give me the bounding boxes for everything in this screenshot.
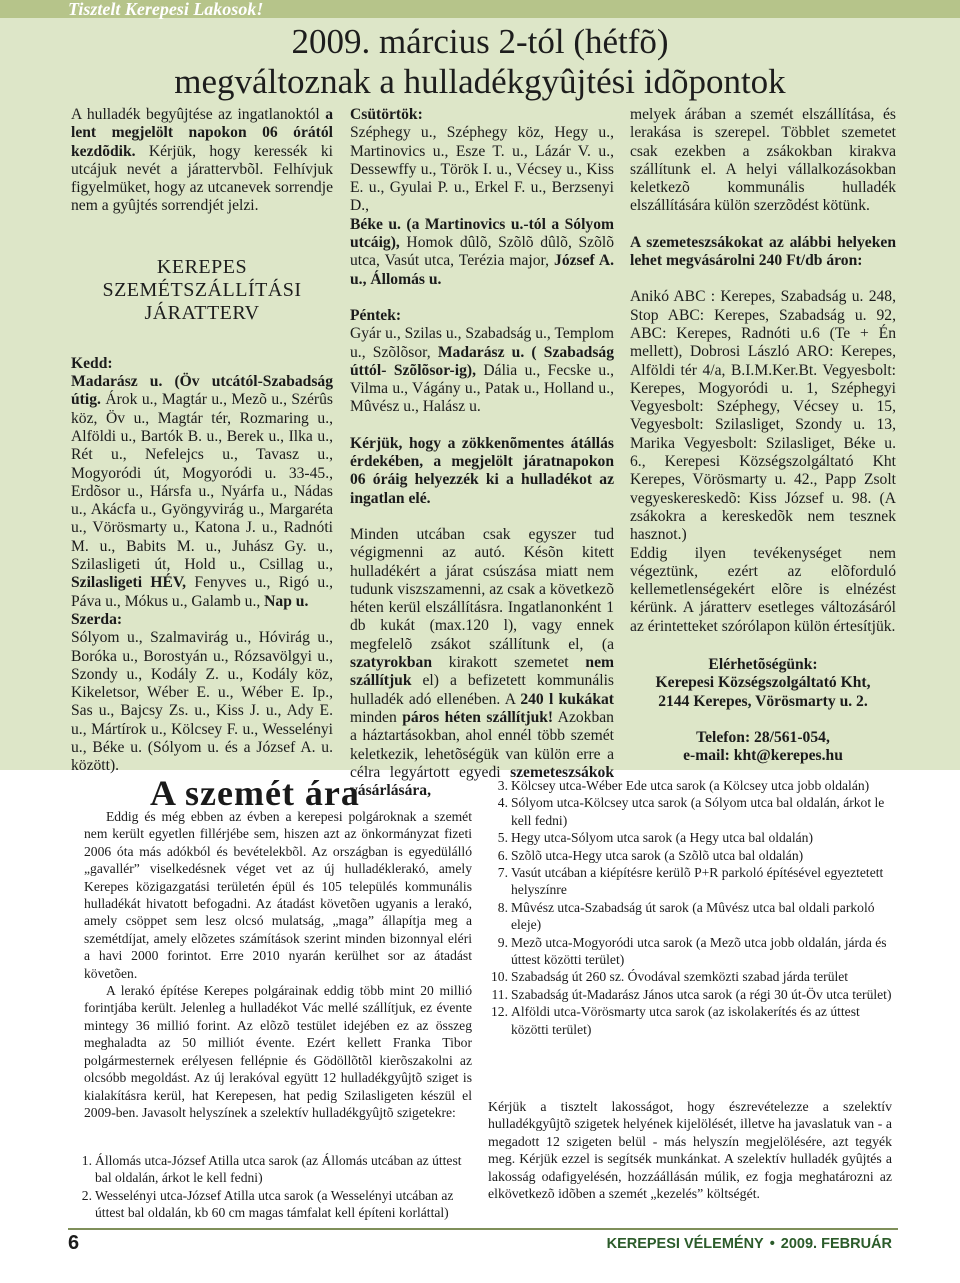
notice-paragraph: Kérjük, hogy a zökkenõmentes átállás érdekében, a megjelölt járatnapokon 06 óráig helyezzék ki a hulladékot az ingatlan elé.: [350, 434, 614, 507]
headline-line-1: 2009. március 2-tól (hétfõ): [291, 22, 669, 61]
article-paragraph-1: Eddig és még ebben az évben a kerepesi polgároknak a szemét nem került egyetlen fillérjébe sem, hiszen azt az önkormányzat fizeti 2006 óta más adókból és bevételekbõl. Az országban is egyedülálló „gavallér” viselkedésnek véget vet az új hulladéklerakó, amely Kerepes közigazgatási területén épül és 105 település kommunális hulladékát hivatott befogadni. Az átadást követõen ugyanis a lerakó, amely csöppet sem lesz olcsó mulatság, „maga” állapítja meg a szemétdíjat, amely elõzetes számítások szerint minden bizonnyal eléri a havi 2000 forintot. Erre 2010 nyarán kerülhet sor az átadást követõen.: [84, 809, 472, 981]
list-item: 9. Mezõ utca-Mogyoródi utca sarok (a Mezõ utca jobb oldalán, járda és úttest közötti terület): [497, 934, 887, 968]
list-item: 1. Állomás utca-József Atilla utca sarok (az Állomás utcában az úttest bal oldalán, árkot le kell fedni): [81, 1153, 462, 1186]
column-3: [630, 106, 896, 766]
greeting: Tisztelt Kerepesi Lakosok!: [68, 0, 264, 19]
list-item: 7. Vasút utcában a kiépítésre kerülõ P+R parkoló építésével egyeztetett helyszínre: [497, 865, 884, 898]
site-list-right: [484, 777, 892, 1038]
list-item: 5. Hegy utca-Sólyom utca sarok (a Hegy utca bal oldalán): [497, 830, 813, 846]
list-item: 11. Szabadság út-Madarász János utca sarok (a régi 30 út-Öv utca terület): [491, 986, 892, 1002]
contact-email: e-mail: kht@kerepes.hu: [683, 747, 843, 765]
headline-line-2: megváltoznak a hulladékgyûjtési idõpontok: [174, 62, 786, 101]
extra-bags-paragraph: melyek árában a szemét elszállítása, és lerakása is szerepel. Többlet szemetet csak ezekben a zsákokban kirakva szállítunk el. A helyi vállalkozásokban keletkezõ kommunális hulladék elszállítására külön szerzõdést kötünk.: [630, 106, 896, 215]
page-number: 6: [68, 1232, 80, 1254]
thursday-streets: Széphegy u., Széphegy köz, Hegy u., Martinovics u., Esze T. u., Lázár V. u., Dessewffy u., Török I. u., Vécsey u., Kiss E. u., Gyulai P. u., Erkel F. u., Berzsenyi D., Béke u. (a Martinovics u.-tól a Sólyom utcáig), Homok dûlõ, Szõlõ dûlõ, Szõlõ utca, Vasút utca, Terézia major, József A. u., Állomás u.: [350, 124, 614, 288]
contact-block: Elérhetõségünk: Kerepesi Községszolgáltató Kht, 2144 Kerepes, Vörösmarty u. 2. Telefon: 28/561-054, e-mail: kht@kerepes.hu: [630, 656, 896, 765]
list-item: 10. Szabadság út 260 sz. Óvodával szemközti szabad járda terület: [491, 969, 849, 985]
closing-paragraph: Kérjük a tisztelt lakosságot, hogy észrevételezze a szelektív hulladékgyûjtõ szigetek helyének kijelölését, illetve ha javaslatuk van - a megadott 12 szigeten belül - más helyszín megjelölésére, azt tegyék meg. Kérjük ezzel is segítsék munkánkat. A szelektív hulladék gyûjtés a lakosság odafigyelésén, hozzáállásán múlik, ez fogja meghatározni az elkövetkezõ idõben a szemét „kezelés” költségét.: [488, 1099, 892, 1202]
intro-paragraph: A hulladék begyûjtése az ingatlanoktól a lent megjelölt napokon 06 órától kezdõdik. Kérjük, hogy keressék ki utcájuk nevét a járattervbõl. Felhívjuk figyelmüket, hogy az utcanevek sorrendje nem a gyûjtés sorrendjét jelzi.: [71, 106, 333, 215]
tuesday-label: Kedd:: [71, 354, 113, 372]
contact-phone: Telefon: 28/561-054,: [696, 728, 830, 746]
article-paragraph-2: A lerakó építése Kerepes polgárainak eddig több mint 20 millió forintjába került. Jelenleg a hulladékot Vác mellé szállítjuk, ez évente mintegy 36 millió forint. Az elõzõ testület idejében ez az összeg meghaladta az 50 milliót évente. Ezért kellett Franka Tibor polgármesternek erélyesen fellépnie és Gödöllõtõl kierõszakolni az olcsóbb megoldást. Az új lerakóval együtt 12 hulladékgyûjtõ sziget is kialakításra kerül, hat Kerepesen, hat pedig Szilasligeten készül el 2009-ben. Javasolt helyszínek a szelektív hulladékgyûjtõ szigetekre:: [84, 983, 472, 1120]
tuesday-streets: Madarász u. (Öv utcától-Szabadság útig. Árok u., Magtár u., Mezõ u., Szérûs köz, Öv u., Magtár tér, Rozmaring u., Alföldi u., Bartók B. u., Berek u., Ilka u., Rét u., Nefelejcs u., Tavasz u., Mogyoródi út, Mogyoródi u. 33-45., Erdõsor u., Hársfa u., Nyárfa u., Nádas u., Akácfa u., Gyöngyvirág u., Margaréta u., Vörösmarty u., Katona J. u., Radnóti M. u., Babits M. u., Juhász Gy. u., Szilasligeti út, Hold u., Csillag u., Szilasligeti HÉV, Fenyves u., Rigó u., Páva u., Mókus u., Galamb u., Nap u.: [71, 373, 333, 610]
list-item: 6. Szõlõ utca-Hegy utca sarok (a Szõlõ utca bal oldalán): [497, 847, 804, 863]
list-item: 2. Wesselényi utca-József Atilla utca sarok (a Wesselényi utcában az úttest bal oldalán, kb 60 cm magas támfalat kell építeni korláttal): [81, 1187, 454, 1221]
column-2: [350, 106, 614, 800]
friday-label: Péntek:: [350, 306, 402, 324]
list-item: 8. Mûvész utca-Szabadság út sarok (a Mûvész utca bal oldali parkoló eleje): [497, 899, 875, 933]
column-1: [71, 106, 333, 776]
route-plan-title: KEREPES SZEMÉTSZÁLLÍTÁSI JÁRATTERV: [102, 255, 302, 324]
issue-date: 2009. FEBRUÁR: [780, 1236, 892, 1252]
thursday-label: Csütörtök:: [350, 106, 423, 123]
wednesday-label: Szerda:: [71, 610, 123, 628]
site-list-left: [68, 1152, 472, 1222]
list-item: 12. Alföldi utca-Vörösmarty utca sarok (az iskolakerítés és az úttest közötti terület): [491, 1004, 860, 1037]
footer-publication: [607, 1236, 892, 1252]
collection-rules-paragraph: Minden utcában csak egyszer tud végigmenni az autó. Késõn kitett hulladékért a járat csúszása miatt nem tudunk viszszamenni, az csak a következõ héten kerül elszállításra. Ingatlanonként 1 db kukát (max.120 l), vagy ennek megfelelõ zsákot szállítunk el, (a szatyrokban kirakott szemetet nem szállítjuk el) a befizetett kommunális hulladék adó ellenében. A 240 l kukákat minden páros héten szállítjuk! Azokban a háztartásokban, ahol ennél több szemét keletkezik, lehetõségük van külön erre a célra legyártott egyedi szemeteszsákok vásárlására,: [350, 525, 614, 800]
footer-divider: [68, 1228, 898, 1230]
list-item: 4. Sólyom utca-Kölcsey utca sarok (a Sólyom utca bal oldalán, árkot le kell fedni): [497, 795, 885, 828]
bag-purchase-heading: A szemeteszsákokat az alábbi helyeken lehet megvásárolni 240 Ft/db áron:: [630, 233, 896, 270]
footer-separator: •: [769, 1236, 775, 1252]
friday-streets: Gyár u., Szilas u., Szabadság u., Templom u., Szõlõsor, Madarász u. ( Szabadság úttól- Szõlõsor-ig), Dália u., Fecske u., Vilma u., Vágány u., Patak u., Holland u., Mûvész u., Halász u.: [350, 325, 614, 416]
article-body: [84, 808, 472, 1121]
shop-list-paragraph: Anikó ABC : Kerepes, Szabadság u. 248, Stop ABC: Kerepes, Szabadság u. 92, ABC: Kerepes, Radnóti u.6 (Te + Én mellett), Dobrosi László ARO: Kerepes, Alföldi tér 4/a, B.I.M.Ker.Bt. Vegyesbolt: Kerepes, Mogyoródi u. 1, Széphegyi Vegyesbolt: Széphegy, Vécsey u. 15, Vegyesbolt: Szilasliget, Szondy u. 13, Marika Vegyesbolt: Szilasliget, Béke u. 6., Kerepesi Községszolgáltató Kht Kerepes, Vörösmarty u. 42., Papp Zsolt vegyeskereskedõ: Kiss József u. 98. (A zsákokra a kereskedõk nem tesznek hasznot.): [630, 288, 896, 544]
apology-paragraph: Eddig ilyen tevékenységet nem végeztünk, ezért az elõforduló kellemetlenségekért elõre is elnézést kérünk. A járatterv esetleges változásáról az érintetteket szórólapon külön értesítjük.: [630, 544, 896, 635]
wednesday-streets: Sólyom u., Szalmavirág u., Hóvirág u., Boróka u., Borostyán u., Rózsavölgyi u., Szondy u., Kodály Z. u., Kodály köz, Kikeletsor, Wéber E. u., Wéber E. Ip., Sas u., Bajcsy Zs. u., Kiss J. u., Ady E. u., Mártírok u., Kölcsey F. u., Wesselényi u., Béke u. (Sólyom u. és a József A. u. között).: [71, 629, 333, 775]
publication-name: KEREPESI VÉLEMÉNY: [606, 1236, 764, 1252]
article-title: A szemét ára: [150, 773, 360, 813]
list-item: 3. Kölcsey utca-Wéber Ede utca sarok (a Kölcsey utca jobb oldalán): [497, 778, 870, 793]
